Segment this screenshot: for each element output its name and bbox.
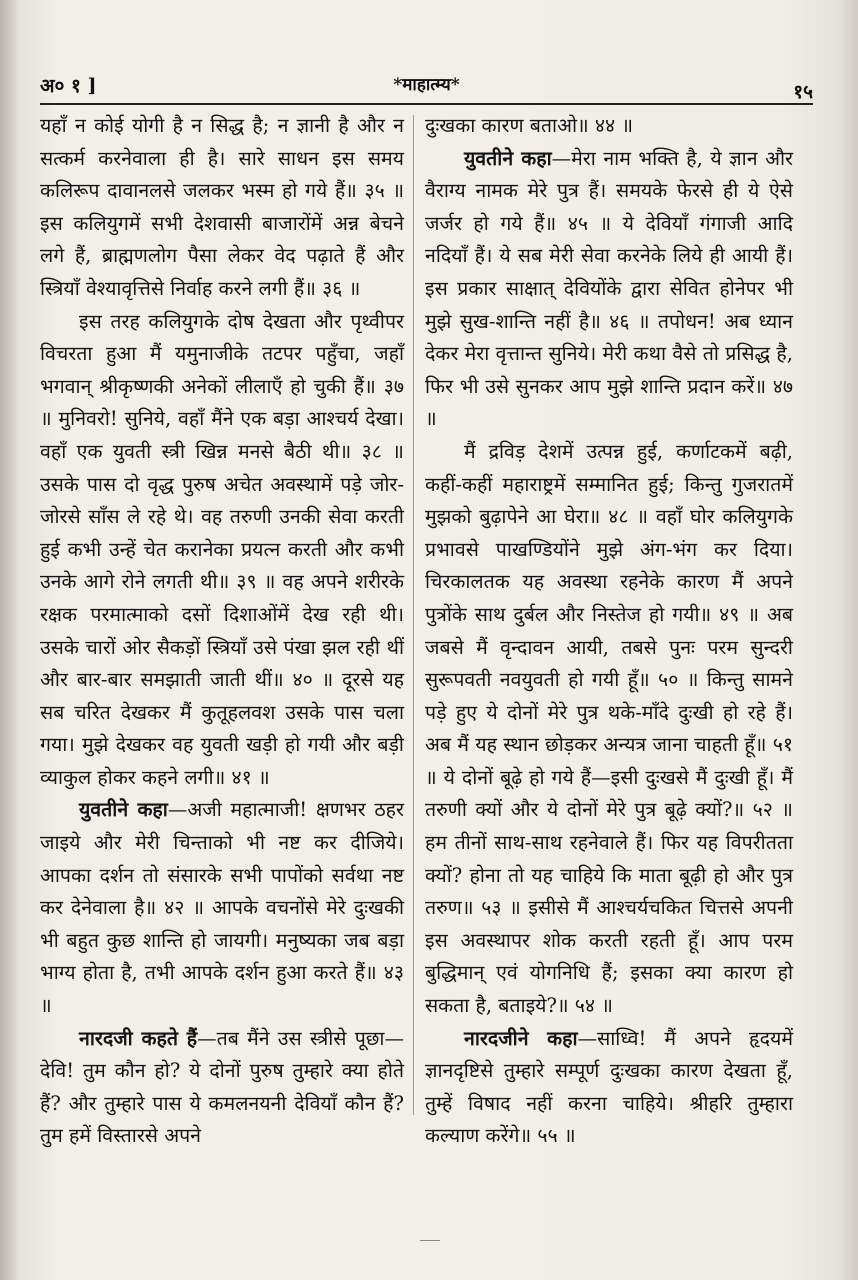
page-header xyxy=(40,72,813,103)
speaker-label: नारदजीने कहा xyxy=(464,1026,578,1050)
page-number: १५ xyxy=(793,81,813,103)
paragraph-text: —मेरा नाम भक्ति है, ये ज्ञान और वैराग्य नामक मेरे पुत्र हैं। समयके फेरसे ही ये ऐसे जर्जर हो गये हैं॥ ४५ ॥ ये देवियाँ गंगाजी आदि नदियाँ हैं। ये सब मेरी सेवा करनेके लिये ही आयी हैं। इस प्रकार साक्षात् देवियोंके द्वारा सेवित होनेपर भी मुझे सुख-शान्ति नहीं है॥ ४६ ॥ तपोधन! अब ध्यान देकर मेरा वृत्तान्त सुनिये। मेरी कथा वैसे तो प्रसिद्ध है, फिर भी उसे सुनकर आप मुझे शान्ति प्रदान करें॥ ४७ ॥ xyxy=(425,146,793,431)
header-rule xyxy=(40,103,813,105)
left-column xyxy=(40,110,404,1153)
paragraph-text: —साध्वि! मैं अपने हृदयमें ज्ञानदृष्टिसे तुम्हारे सम्पूर्ण दुःखका कारण देखता हूँ, तुम्हें विषाद नहीं करना चाहिये। श्रीहरि तुम्हारा कल्याण करेंगे॥ ५५ ॥ xyxy=(425,1026,793,1148)
paragraph: यहाँ न कोई योगी है न सिद्ध है; न ज्ञानी है और न सत्कर्म करनेवाला ही है। सारे साधन इस समय कलिरूप दावानलसे जलकर भस्म हो गये हैं॥ ३५ ॥ इस कलियुगमें सभी देशवासी बाजारोंमें अन्न बेचने लगे हैं, ब्राह्मणलोग पैसा लेकर वेद पढ़ाते हैं और स्त्रियाँ वेश्यावृत्तिसे निर्वाह करने लगी हैं॥ ३६ ॥ xyxy=(40,114,404,300)
chapter-marker: अ० १ ] xyxy=(40,75,97,97)
paragraph xyxy=(425,1023,793,1153)
paragraph xyxy=(40,794,404,1022)
footer-mark xyxy=(420,1240,440,1241)
speaker-label: युवतीने कहा xyxy=(464,146,552,170)
column-divider xyxy=(413,115,414,1115)
speaker-label: नारदजी कहते हैं xyxy=(79,1026,198,1050)
paragraph: मैं द्रविड़ देशमें उत्पन्न हुई, कर्णाटकमें बढ़ी, कहीं-कहीं महाराष्ट्रमें सम्मानित हुई; किन्तु गुजरातमें मुझको बुढ़ापेने आ घेरा॥ ४८ ॥ वहाँ घोर कलियुगके प्रभावसे पाखण्डियोंने मुझे अंग-भंग कर दिया। चिरकालतक यह अवस्था रहनेके कारण मैं अपने पुत्रोंके साथ दुर्बल और निस्तेज हो गयी॥ ४९ ॥ अब जबसे मैं वृन्दावन आयी, तबसे पुनः परम सुन्दरी सुरूपवती नवयुवती हो गयी हूँ॥ ५० ॥ किन्तु सामने पड़े हुए ये दोनों मेरे पुत्र थके-माँदे दुःखी हो रहे हैं। अब मैं यह स्थान छोड़कर अन्यत्र जाना चाहती हूँ॥ ५१ ॥ ये दोनों बूढ़े हो गये हैं—इसी दुःखसे मैं दुःखी हूँ। मैं तरुणी क्यों और ये दोनों मेरे पुत्र बूढ़े क्यों?॥ ५२ ॥ हम तीनों साथ-साथ रहनेवाले हैं। फिर यह विपरीतता क्यों? होना तो यह चाहिये कि माता बूढ़ी हो और पुत्र तरुण॥ ५३ ॥ इसीसे मैं आश्चर्यचकित चित्तसे अपनी इस अवस्थापर शोक करती रहती हूँ। आप परम बुद्धिमान् एवं योगनिधि हैं; इसका क्या कारण हो सकता है, बताइये?॥ ५४ ॥ xyxy=(425,439,793,1018)
paragraph-text: —अजी महात्माजी! क्षणभर ठहर जाइये और मेरी चिन्ताको भी नष्ट कर दीजिये। आपका दर्शन तो संसारके सभी पापोंको सर्वथा नष्ट कर देनेवाला है॥ ४२ ॥ आपके वचनोंसे मेरे दुःखकी भी बहुत कुछ शान्ति हो जायगी। मनुष्यका जब बड़ा भाग्य होता है, तभी आपके दर्शन हुआ करते हैं॥ ४३ ॥ xyxy=(40,798,404,1018)
paragraph xyxy=(40,1023,404,1153)
right-column xyxy=(425,110,793,1153)
paragraph-text: —तब मैंने उस स्त्रीसे पूछा—देवि! तुम कौन हो? ये दोनों पुरुष तुम्हारे क्या होते हैं? और तुम्हारे पास ये कमलनयनी देवियाँ कौन हैं? तुम हमें विस्तारसे अपने xyxy=(40,1026,404,1148)
speaker-label: युवतीने कहा xyxy=(79,798,168,822)
paragraph: दुःखका कारण बताओ॥ ४४ ॥ xyxy=(425,114,634,137)
running-title: *माहात्म्य* xyxy=(393,75,460,95)
paragraph xyxy=(425,143,793,436)
paragraph: इस तरह कलियुगके दोष देखता और पृथ्वीपर विचरता हुआ मैं यमुनाजीके तटपर पहुँचा, जहाँ भगवान् श्रीकृष्णकी अनेकों लीलाएँ हो चुकी हैं॥ ३७ ॥ मुनिवरो! सुनिये, वहाँ मैंने एक बड़ा आश्चर्य देखा। वहाँ एक युवती स्त्री खिन्न मनसे बैठी थी॥ ३८ ॥ उसके पास दो वृद्ध पुरुष अचेत अवस्थामें पड़े जोर-जोरसे साँस ले रहे थे। वह तरुणी उनकी सेवा करती हुई कभी उन्हें चेत करानेका प्रयत्न करती और कभी उनके आगे रोने लगती थी॥ ३९ ॥ वह अपने शरीरके रक्षक परमात्माको दसों दिशाओंमें देख रही थी। उसके चारों ओर सैकड़ों स्त्रियाँ उसे पंखा झल रही थीं और बार-बार समझाती जाती थीं॥ ४० ॥ दूरसे यह सब चरित देखकर मैं कुतूहलवश उसके पास चला गया। मुझे देखकर वह युवती खड़ी हो गयी और बड़ी व्याकुल होकर कहने लगी॥ ४१ ॥ xyxy=(40,309,404,789)
